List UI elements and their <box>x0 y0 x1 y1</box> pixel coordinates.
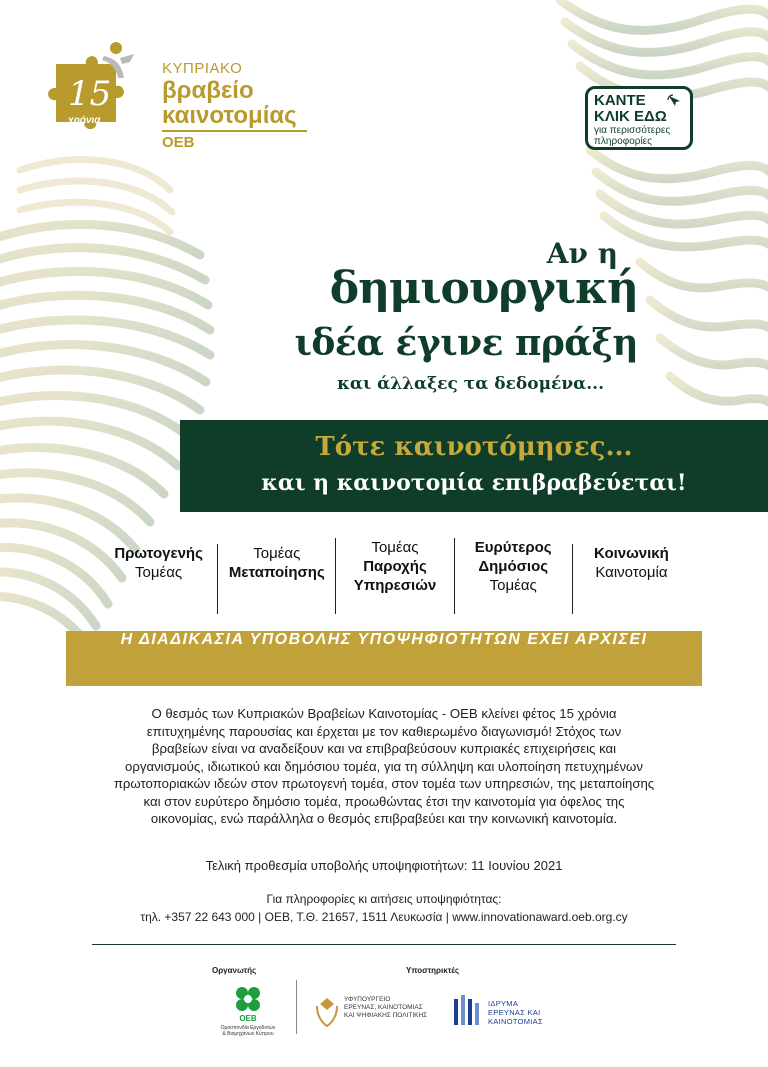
click-cursor-icon <box>666 93 682 109</box>
description-line: βραβείων είναι να αναδείξουν και να επιβραβεύσουν κυπριακές επιχειρήσεις και <box>151 741 617 756</box>
award-categories <box>100 539 690 614</box>
description-line: επιτυχημένης παρουσίας και έρχεται με τον καθιερωμένο διαγωνισμό! Στόχος των <box>146 723 622 739</box>
slogan-banner <box>180 420 768 512</box>
category-label-bold: Πρωτογενής <box>114 545 203 562</box>
category-manufacturing <box>217 544 335 614</box>
slogan-line-2: και η καινοτομία επιβραβεύεται! <box>261 470 687 496</box>
foundation-line-1: ΙΔΡΥΜΑ <box>488 999 519 1008</box>
category-label-bold: Ευρύτερος <box>474 539 552 556</box>
description-paragraph <box>90 705 678 828</box>
category-label: Τομέας <box>135 564 183 581</box>
category-services <box>335 538 453 614</box>
logo-line-2: βραβείο <box>162 77 254 104</box>
deadline-text: Τελική προθεσμία υποβολής υποψηφιοτήτων: 11 Ιουνίου 2021 <box>205 858 563 873</box>
headline-line-1: Αν η <box>546 237 618 270</box>
foundation-bars-icon <box>452 993 484 1029</box>
headline-line-3: ιδέα έγινε πράξη <box>294 322 638 364</box>
category-label-bold: Κοινωνική <box>593 545 669 562</box>
deputy-ministry-logo <box>314 994 444 1034</box>
headline-line-2: δημιουργική <box>329 263 638 314</box>
oeb-logo <box>212 984 284 1044</box>
research-foundation-logo <box>452 993 572 1033</box>
foundation-line-2: ΕΡΕΥΝΑΣ ΚΑΙ <box>488 1008 541 1017</box>
organizer-label: Οργανωτής <box>212 966 257 975</box>
footer-separator <box>296 980 297 1034</box>
category-social-innovation <box>572 544 690 614</box>
oeb-subtitle-line-1: Ομοσπονδία Εργοδοτών <box>220 1025 276 1031</box>
footer-divider <box>92 944 676 945</box>
category-primary-sector <box>100 544 217 614</box>
oeb-emblem-icon <box>212 984 284 1014</box>
research-foundation-name <box>488 999 543 1026</box>
info-heading: Για πληροφορίες κι αιτήσεις υποψηφιότητας: <box>266 892 502 906</box>
contact-info: τηλ. +357 22 643 000 | ΟΕΒ, Τ.Θ. 21657, 1511 Λευκωσία | www.innovationaward.oeb.org.cy <box>140 910 628 924</box>
oeb-subtitle <box>212 1025 284 1037</box>
click-here-button[interactable] <box>585 86 693 150</box>
description-line: πρωτοποριακών ιδεών στον πρωτογενή τομέα, στον τομέα των υπηρεσιών, της μεταποίησης <box>113 776 655 791</box>
logo-years-word: χρόνια <box>68 115 101 126</box>
supporters-label: Υποστηρικτές <box>406 966 460 975</box>
description-line: οικονομίας, ενώ παράλληλα ο θεσμός επιβραβεύει και την κοινωνική καινοτομία. <box>150 811 618 826</box>
description-line: Ο θεσμός των Κυπριακών Βραβείων Καινοτομίας - ΟΕΒ κλείνει φέτος 15 χρόνια <box>151 706 617 721</box>
cyprus-emblem-icon <box>314 994 340 1028</box>
category-label-bold: Μεταποίησης <box>228 564 325 581</box>
oeb-name: ΟΕΒ <box>239 1014 257 1023</box>
logo-org: ΟΕΒ <box>162 134 195 151</box>
logo-years: 15 <box>68 74 112 114</box>
submission-open-banner <box>66 631 702 686</box>
click-badge-line-1: ΚΑΝΤΕ <box>594 92 646 109</box>
logo-underline <box>162 130 307 132</box>
deputy-ministry-line-3: ΚΑΙ ΨΗΦΙΑΚΗΣ ΠΟΛΙΤΙΚΗΣ <box>344 1012 428 1019</box>
innovation-award-logo <box>38 34 328 154</box>
deputy-ministry-name <box>344 996 427 1020</box>
category-label-bold: Παροχής <box>363 558 427 575</box>
category-label: Τομέας <box>489 577 537 594</box>
category-label-bold-2: Υπηρεσιών <box>353 577 437 594</box>
category-label-bold-2: Δημόσιος <box>478 558 549 575</box>
category-label: Τομέας <box>253 545 301 562</box>
logo-line-3: καινοτομίας <box>162 102 297 129</box>
submission-open-text: Η ΔΙΑΔΙΚΑΣΙΑ ΥΠΟΒΟΛΗΣ ΥΠΟΨΗΦΙΟΤΗΤΩΝ ΕΧΕΙ ΑΡΧΙΣΕΙ <box>120 631 648 648</box>
foundation-line-3: ΚΑΙΝΟΤΟΜΙΑΣ <box>488 1017 543 1026</box>
description-line: οργανισμούς, ιδιωτικού και δημόσιου τομέα, για τη σύλληψη και υλοποίηση πετυχημένων <box>125 758 643 774</box>
click-badge-line-3: για περισσότερες <box>594 125 671 136</box>
logo-line-1: ΚΥΠΡΙΑΚΟ <box>162 60 243 77</box>
oeb-subtitle-line-2: & Βιομηχάνων Κύπρου <box>222 1031 274 1037</box>
slogan-line-1: Τότε καινοτόμησες... <box>315 432 633 462</box>
deputy-ministry-line-1: ΥΦΥΠΟΥΡΓΕΙΟ <box>344 996 391 1003</box>
category-label: Τομέας <box>371 539 419 556</box>
click-badge-line-4: πληροφορίες <box>594 136 652 147</box>
deputy-ministry-line-2: ΕΡΕΥΝΑΣ, ΚΑΙΝΟΤΟΜΙΑΣ <box>344 1004 423 1011</box>
category-public-sector <box>454 538 572 614</box>
headline-line-4: και άλλαξες τα δεδομένα... <box>337 374 604 394</box>
description-line: και στον ευρύτερο δημόσιο τομέα, προωθώντας έτσι την καινοτομία για όφελος της <box>143 793 625 809</box>
category-label: Καινοτομία <box>595 564 668 581</box>
click-badge-line-2: ΚΛΙΚ ΕΔΩ <box>594 108 667 125</box>
